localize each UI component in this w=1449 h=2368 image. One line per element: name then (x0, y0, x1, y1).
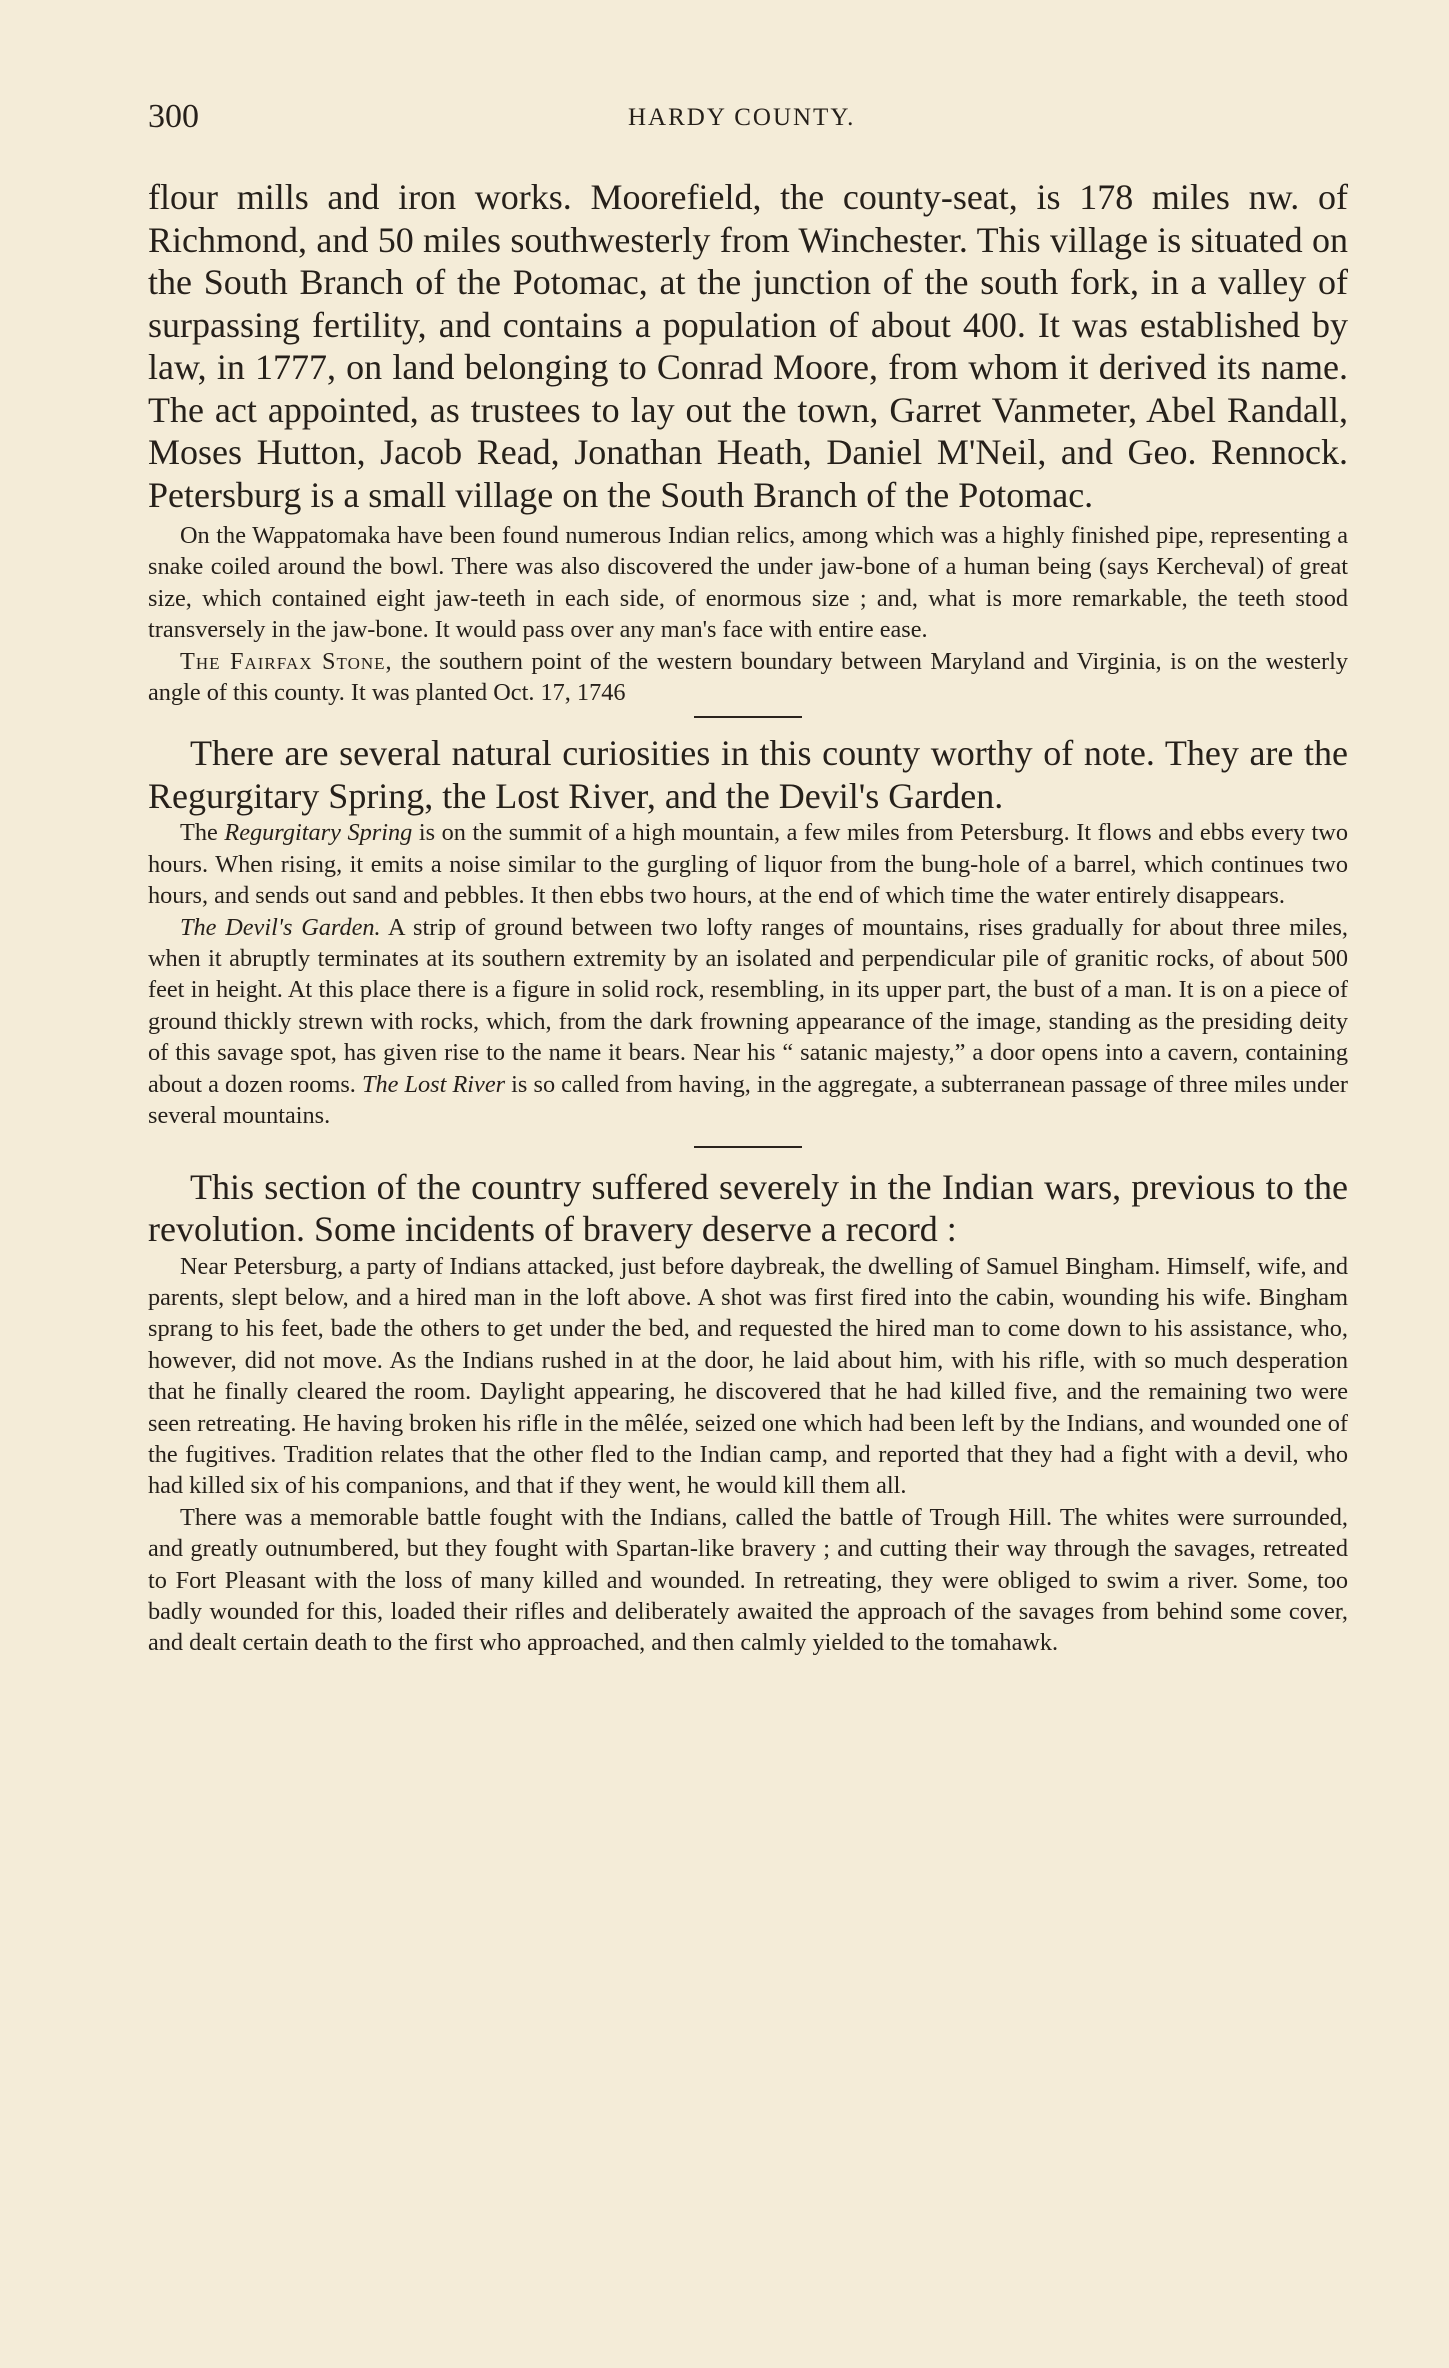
header-title: HARDY COUNTY. (628, 104, 856, 131)
fairfax-stone-text: the southern point of the western boundary between Maryland and Virginia, is on the westerly angle of this county. It was planted Oct. 17, 1746 (148, 647, 1349, 707)
section-divider (694, 1146, 802, 1148)
devils-garden-text: A strip of ground between two lofty ranges of mountains, rises gradually for about three miles, when it abruptly terminates at its southern extremity by an isolated and perpendicular pile of granitic rocks, of about 500 feet in height. At this place there is a figure in solid rock, resembling, in its upper part, the bust of a man. It is on a piece of ground thickly strewn with rocks, which, from the dark frowning appearance of the image, standing as the presiding deity of this savage spot, has given rise to the name it bears. Near his “ satanic majesty,” a door opens into a cavern, containing about a dozen rooms. (148, 913, 1349, 1098)
running-head (148, 98, 1348, 138)
paragraph-wappatomaka: On the Wappatomaka have been found numerous Indian relics, among which was a highly finished pipe, representing a snake coiled around the bowl. There was also discovered the under jaw-bone of a human being (says Kercheval) of great size, which contained eight jaw-teeth in each side, of enormous size ; and, what is more remarkable, the teeth stood transversely in the jaw-bone. It would pass over any man's face with entire ease. (148, 522, 1348, 644)
regurgitary-lead: The (180, 819, 225, 847)
paragraph-regurgitary-spring (148, 817, 1348, 911)
devils-garden-term: The Devil's Garden. (180, 913, 381, 941)
paragraph-moorefield: flour mills and iron works. Moorefield, the county-seat, is 178 miles nw. of Richmond, and 50 miles southwesterly from Winchester. This village is situated on the South Branch of the Potomac, at the junction of the south fork, in a valley of surpassing fertility, and contains a population of about 400. It was established by law, in 1777, on land belonging to Conrad Moore, from whom it derived its name. The act appointed, as trustees to lay out the town, Garret Vanmeter, Abel Randall, Moses Hutton, Jacob Read, Jonathan Heath, Daniel M'Neil, and Geo. Rennock. Petersburg is a small village on the South Branch of the Potomac. (148, 177, 1348, 515)
paragraph-trough-hill: There was a memorable battle fought with the Indians, called the battle of Trough Hill. The whites were surrounded, and greatly outnumbered, but they fought with Spartan-like bravery ; and cutting their way through the savages, retreated to Fort Pleasant with the loss of many killed and wounded. In retreating, they were obliged to swim a river. Some, too badly wounded for this, loaded their rifles and deliberately awaited the approach of the savages from behind some cover, and dealt certain death to the first who approached, and then calmly yielded to the tomahawk. (148, 1503, 1348, 1657)
lost-river-term: The Lost River (361, 1070, 506, 1098)
paragraph-indian-wars: This section of the country suffered severely in the Indian wars, previous to the revolution. Some incidents of bravery deserve a record : (148, 1166, 1348, 1249)
fairfax-stone-term: The Fairfax Stone, (180, 647, 393, 675)
lost-river-text: is so called from having, in the aggregate, a subterranean passage of three miles under several mountains. (148, 1070, 1349, 1130)
paragraph-bingham: Near Petersburg, a party of Indians attacked, just before daybreak, the dwelling of Samuel Bingham. Himself, wife, and parents, slept below, and a hired man in the loft above. A shot was first fired into the cabin, wounding his wife. Bingham sprang to his feet, bade the others to get under the bed, and requested the hired man to come down to his assistance, who, however, did not move. As the Indians rushed in at the door, he laid about him, with his rifle, with so much desperation that he finally cleared the room. Daylight appearing, he discovered that he had killed five, and the remaining two were seen retreating. He having broken his rifle in the mêlée, seized one which had been left by the Indians, and wounded one of the fugitives. Tradition relates that the other fled to the Indian camp, and reported that they had a fight with a devil, who had killed six of his companions, and that if they went, he would kill them all. (148, 1252, 1348, 1500)
text-column (148, 176, 1348, 1659)
regurgitary-spring-term: Regurgitary Spring (224, 819, 413, 847)
regurgitary-spring-text: is on the summit of a high mountain, a few miles from Petersburg. It flows and ebbs every two hours. When rising, it emits a noise similar to the gurgling of liquor from the bung-hole of a barrel, which continues two hours, and sends out sand and pebbles. It then ebbs two hours, at the end of which time the water entirely disappears. (148, 819, 1348, 910)
paragraph-fairfax-stone (148, 646, 1348, 709)
paragraph-devils-garden (148, 912, 1348, 1132)
page-number: 300 (148, 98, 199, 135)
section-divider (694, 716, 802, 718)
paragraph-natural-curiosities: There are several natural curiosities in this county worthy of note. They are the Regurgitary Spring, the Lost River, and the Devil's Garden. (148, 733, 1348, 816)
